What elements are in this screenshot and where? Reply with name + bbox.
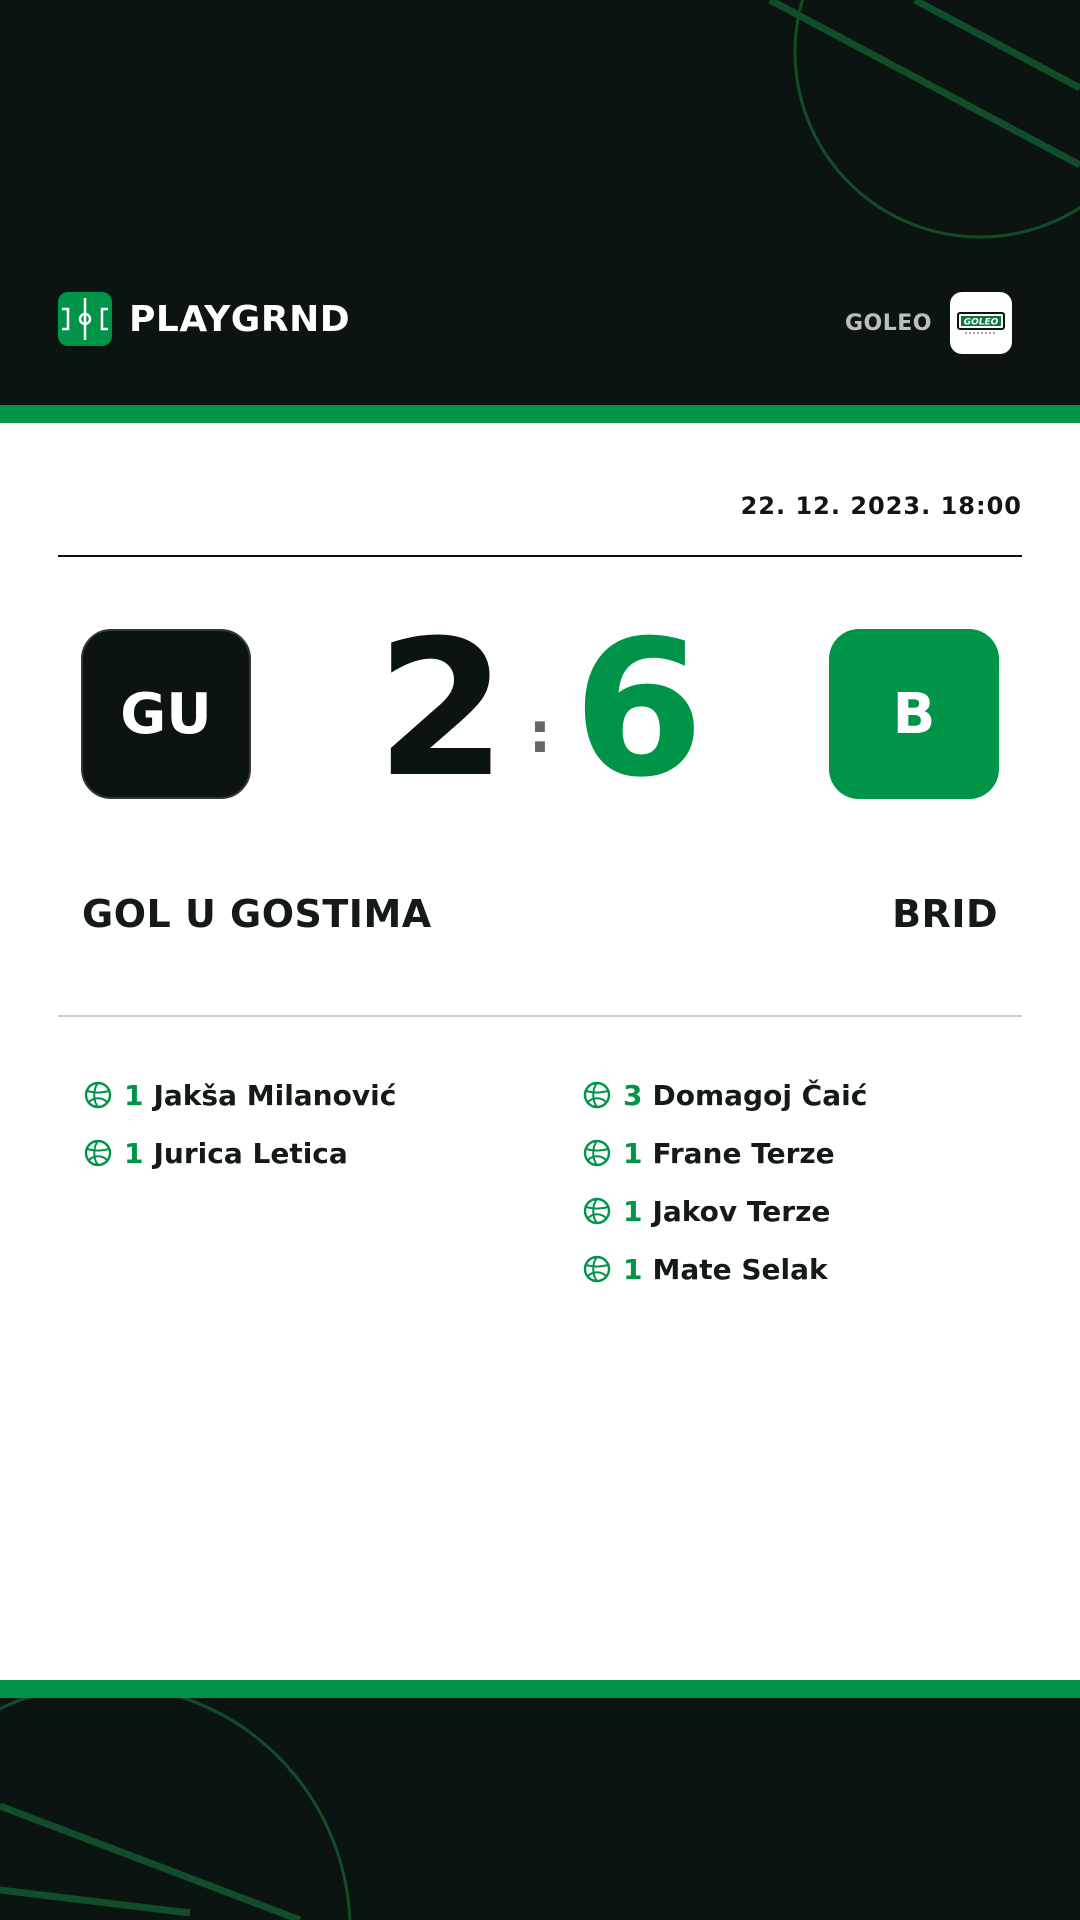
scorer-goals: 1 bbox=[623, 1136, 643, 1170]
pitch-lines-decoration bbox=[0, 1698, 1080, 1920]
score-separator: : bbox=[528, 701, 552, 766]
scorer-name: Jurica Letica bbox=[153, 1136, 348, 1170]
away-team-name: BRID bbox=[892, 892, 998, 936]
scorer-item bbox=[84, 1124, 396, 1182]
pitch-icon bbox=[58, 292, 112, 346]
scorer-goals: 1 bbox=[124, 1136, 144, 1170]
header-accent-stripe bbox=[0, 405, 1080, 423]
away-score: 6 bbox=[573, 600, 705, 819]
brand-name: PLAYGRND bbox=[129, 298, 351, 340]
scorer-item bbox=[583, 1182, 867, 1240]
ball-icon bbox=[583, 1081, 611, 1109]
home-scorers-list bbox=[84, 1066, 396, 1182]
scorer-goals: 1 bbox=[623, 1194, 643, 1228]
footer-accent-stripe bbox=[0, 1680, 1080, 1698]
ball-icon bbox=[84, 1081, 112, 1109]
league-label: GOLEO bbox=[844, 310, 932, 336]
svg-text:GOLEO: GOLEO bbox=[963, 317, 999, 328]
home-team-name: GOL U GOSTIMA bbox=[82, 892, 432, 936]
scorer-goals: 3 bbox=[623, 1078, 643, 1112]
header bbox=[0, 0, 1080, 405]
scorer-name: Jakov Terze bbox=[652, 1194, 831, 1228]
league-logo bbox=[950, 292, 1012, 354]
ball-icon bbox=[84, 1139, 112, 1167]
scorer-name: Frane Terze bbox=[652, 1136, 835, 1170]
home-team-badge: GU bbox=[81, 629, 251, 799]
scorer-goals: 1 bbox=[124, 1078, 144, 1112]
scorer-goals: 1 bbox=[623, 1252, 643, 1286]
home-score: 2 bbox=[375, 600, 507, 819]
scorer-item bbox=[583, 1066, 867, 1124]
away-scorers-list bbox=[583, 1066, 867, 1298]
scorer-item bbox=[583, 1124, 867, 1182]
scorer-name: Domagoj Čaić bbox=[652, 1078, 868, 1112]
brand bbox=[58, 292, 350, 346]
ball-icon bbox=[583, 1255, 611, 1283]
ball-icon bbox=[583, 1139, 611, 1167]
ball-icon bbox=[583, 1197, 611, 1225]
scorer-item bbox=[84, 1066, 396, 1124]
divider bbox=[58, 555, 1022, 557]
footer bbox=[0, 1698, 1080, 1920]
scorer-item bbox=[583, 1240, 867, 1298]
league bbox=[845, 292, 1012, 354]
scorer-name: Jakša Milanović bbox=[153, 1078, 397, 1112]
scorer-name: Mate Selak bbox=[652, 1252, 828, 1286]
match-datetime: 22. 12. 2023. 18:00 bbox=[740, 492, 1022, 520]
divider bbox=[58, 1015, 1022, 1017]
away-team-badge: B bbox=[829, 629, 999, 799]
